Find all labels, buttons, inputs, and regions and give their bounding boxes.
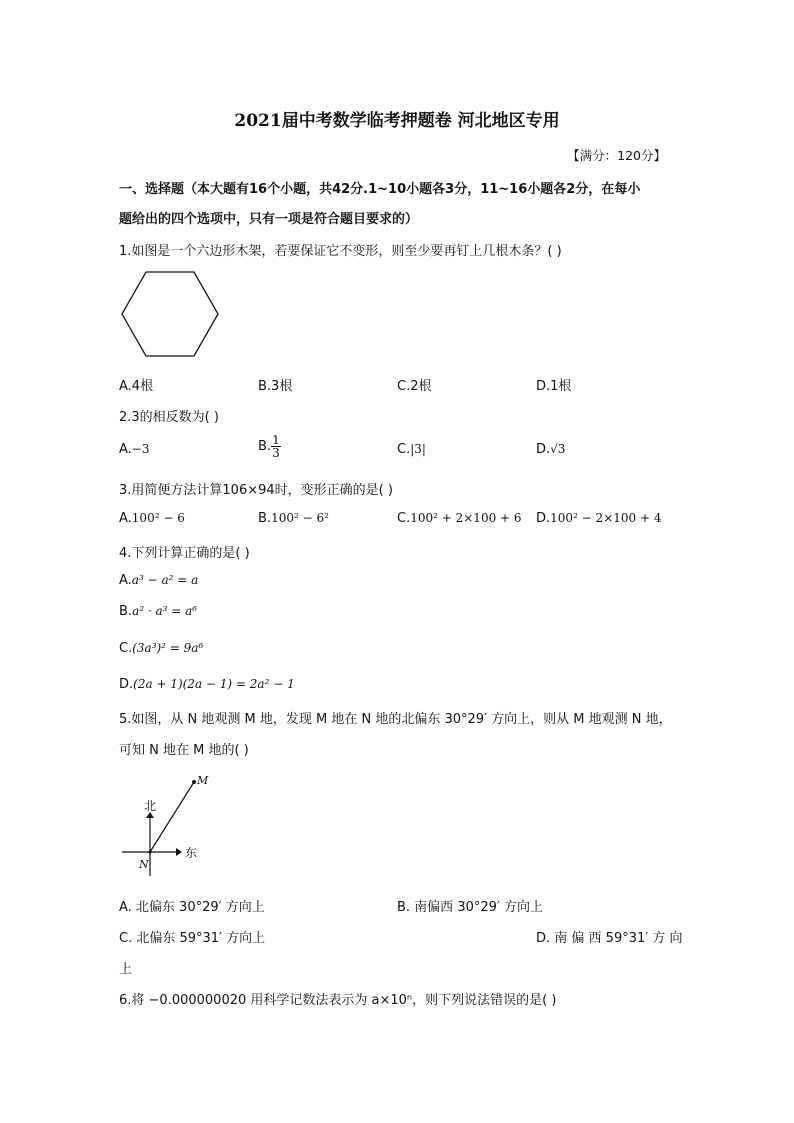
option-label: B.: [258, 511, 272, 526]
option-label: A.: [119, 573, 132, 588]
fraction-denominator: 3: [272, 446, 280, 460]
full-score-label: 【满分：120分】: [567, 148, 666, 163]
question-2-stem: 2.3的相反数为( ): [119, 410, 219, 425]
question-1-option-d: D.1根: [536, 379, 572, 394]
question-5-stem-line-1: 5.如图，从 N 地观测 M 地，发现 M 地在 N 地的北偏东 30°29′ 方向上，则从 M 地观测 N 地，: [119, 712, 672, 727]
question-5-option-d: D. 南 偏 西 59°31′ 方 向: [536, 931, 683, 946]
fraction: [271, 434, 281, 459]
ray-n-to-m: [150, 782, 194, 852]
question-5-option-c: C. 北偏东 59°31′ 方向上: [119, 931, 266, 946]
question-2-option-b: [258, 434, 281, 459]
option-value: −3: [131, 442, 150, 456]
option-value: (2a + 1)(2a − 1) = 2a² − 1: [133, 677, 295, 691]
option-label: B.: [119, 604, 133, 619]
question-1-option-b: B.3根: [258, 379, 293, 394]
option-value: (3a³)² = 9a⁶: [132, 641, 204, 655]
hexagon-figure: [118, 268, 222, 360]
question-3-option-a: [119, 511, 185, 526]
option-value: a³ − a² = a: [131, 573, 199, 587]
north-label: 北: [144, 799, 157, 813]
question-5-option-a: A. 北偏东 30°29′ 方向上: [119, 900, 265, 915]
option-label: C.: [119, 641, 133, 656]
option-value: 100² − 6: [131, 511, 185, 525]
option-label: D.: [536, 511, 551, 526]
question-1-option-a: A.4根: [119, 379, 154, 394]
question-2-option-a: [119, 442, 150, 457]
question-2-option-d: [536, 442, 565, 457]
question-3-stem: 3.用简便方法计算106×94时，变形正确的是( ): [119, 483, 393, 498]
question-6-stem: 6.将 −0.000000020 用科学记数法表示为 a×10ⁿ，则下列说法错误的是( ): [119, 993, 557, 1008]
question-3-option-c: [397, 511, 522, 526]
question-1-option-c: C.2根: [397, 379, 432, 394]
question-3-option-b: [258, 511, 329, 526]
hexagon-shape: [122, 272, 218, 356]
point-m: [192, 780, 196, 784]
option-label: A.: [119, 511, 132, 526]
section-heading-line-2: 题给出的四个选项中，只有一项是符合题目要求的）: [119, 212, 419, 227]
question-1-stem: 1.如图是一个六边形木架，若要保证它不变形，则至少要再钉上几根木条？( ): [119, 244, 562, 259]
option-label: D.: [536, 442, 551, 457]
page-title: 2021届中考数学临考押题卷 河北地区专用: [234, 111, 560, 131]
section-heading-line-1: 一、选择题（本大题有16个小题，共42分.1~10小题各3分，11~16小题各2分，在每小: [119, 182, 641, 197]
point-m-label: M: [197, 774, 209, 787]
question-2-option-c: [397, 442, 426, 457]
option-label: B.: [258, 439, 272, 454]
option-label: C.: [397, 442, 411, 457]
option-value: a² · a³ = a⁶: [132, 604, 198, 618]
question-3-option-d: [536, 511, 661, 526]
question-4-option-b: [119, 604, 197, 619]
east-label: 东: [185, 846, 198, 860]
option-value: √3: [550, 442, 566, 456]
option-label: A.: [119, 442, 132, 457]
option-value: 100² + 2×100 + 6: [410, 511, 522, 525]
option-value: 100² − 6²: [271, 511, 329, 525]
direction-figure: [118, 772, 218, 880]
east-arrowhead: [176, 848, 182, 856]
option-value: 100² − 2×100 + 4: [550, 511, 662, 525]
point-n: [148, 850, 151, 853]
question-5-stem-line-2: 可知 N 地在 M 地的( ): [119, 743, 249, 758]
question-4-option-a: [119, 573, 198, 588]
point-n-label: N: [139, 858, 149, 871]
option-label: C.: [397, 511, 411, 526]
question-4-option-d: [119, 677, 295, 692]
option-value: |3|: [410, 442, 426, 456]
question-4-option-c: [119, 641, 203, 656]
question-5-option-d-wrap: 上: [119, 962, 133, 977]
option-label: D.: [119, 677, 134, 692]
fraction-numerator: 1: [272, 433, 280, 447]
question-5-option-b: B. 南偏西 30°29′ 方向上: [397, 900, 543, 915]
question-4-stem: 4.下列计算正确的是( ): [119, 546, 250, 561]
